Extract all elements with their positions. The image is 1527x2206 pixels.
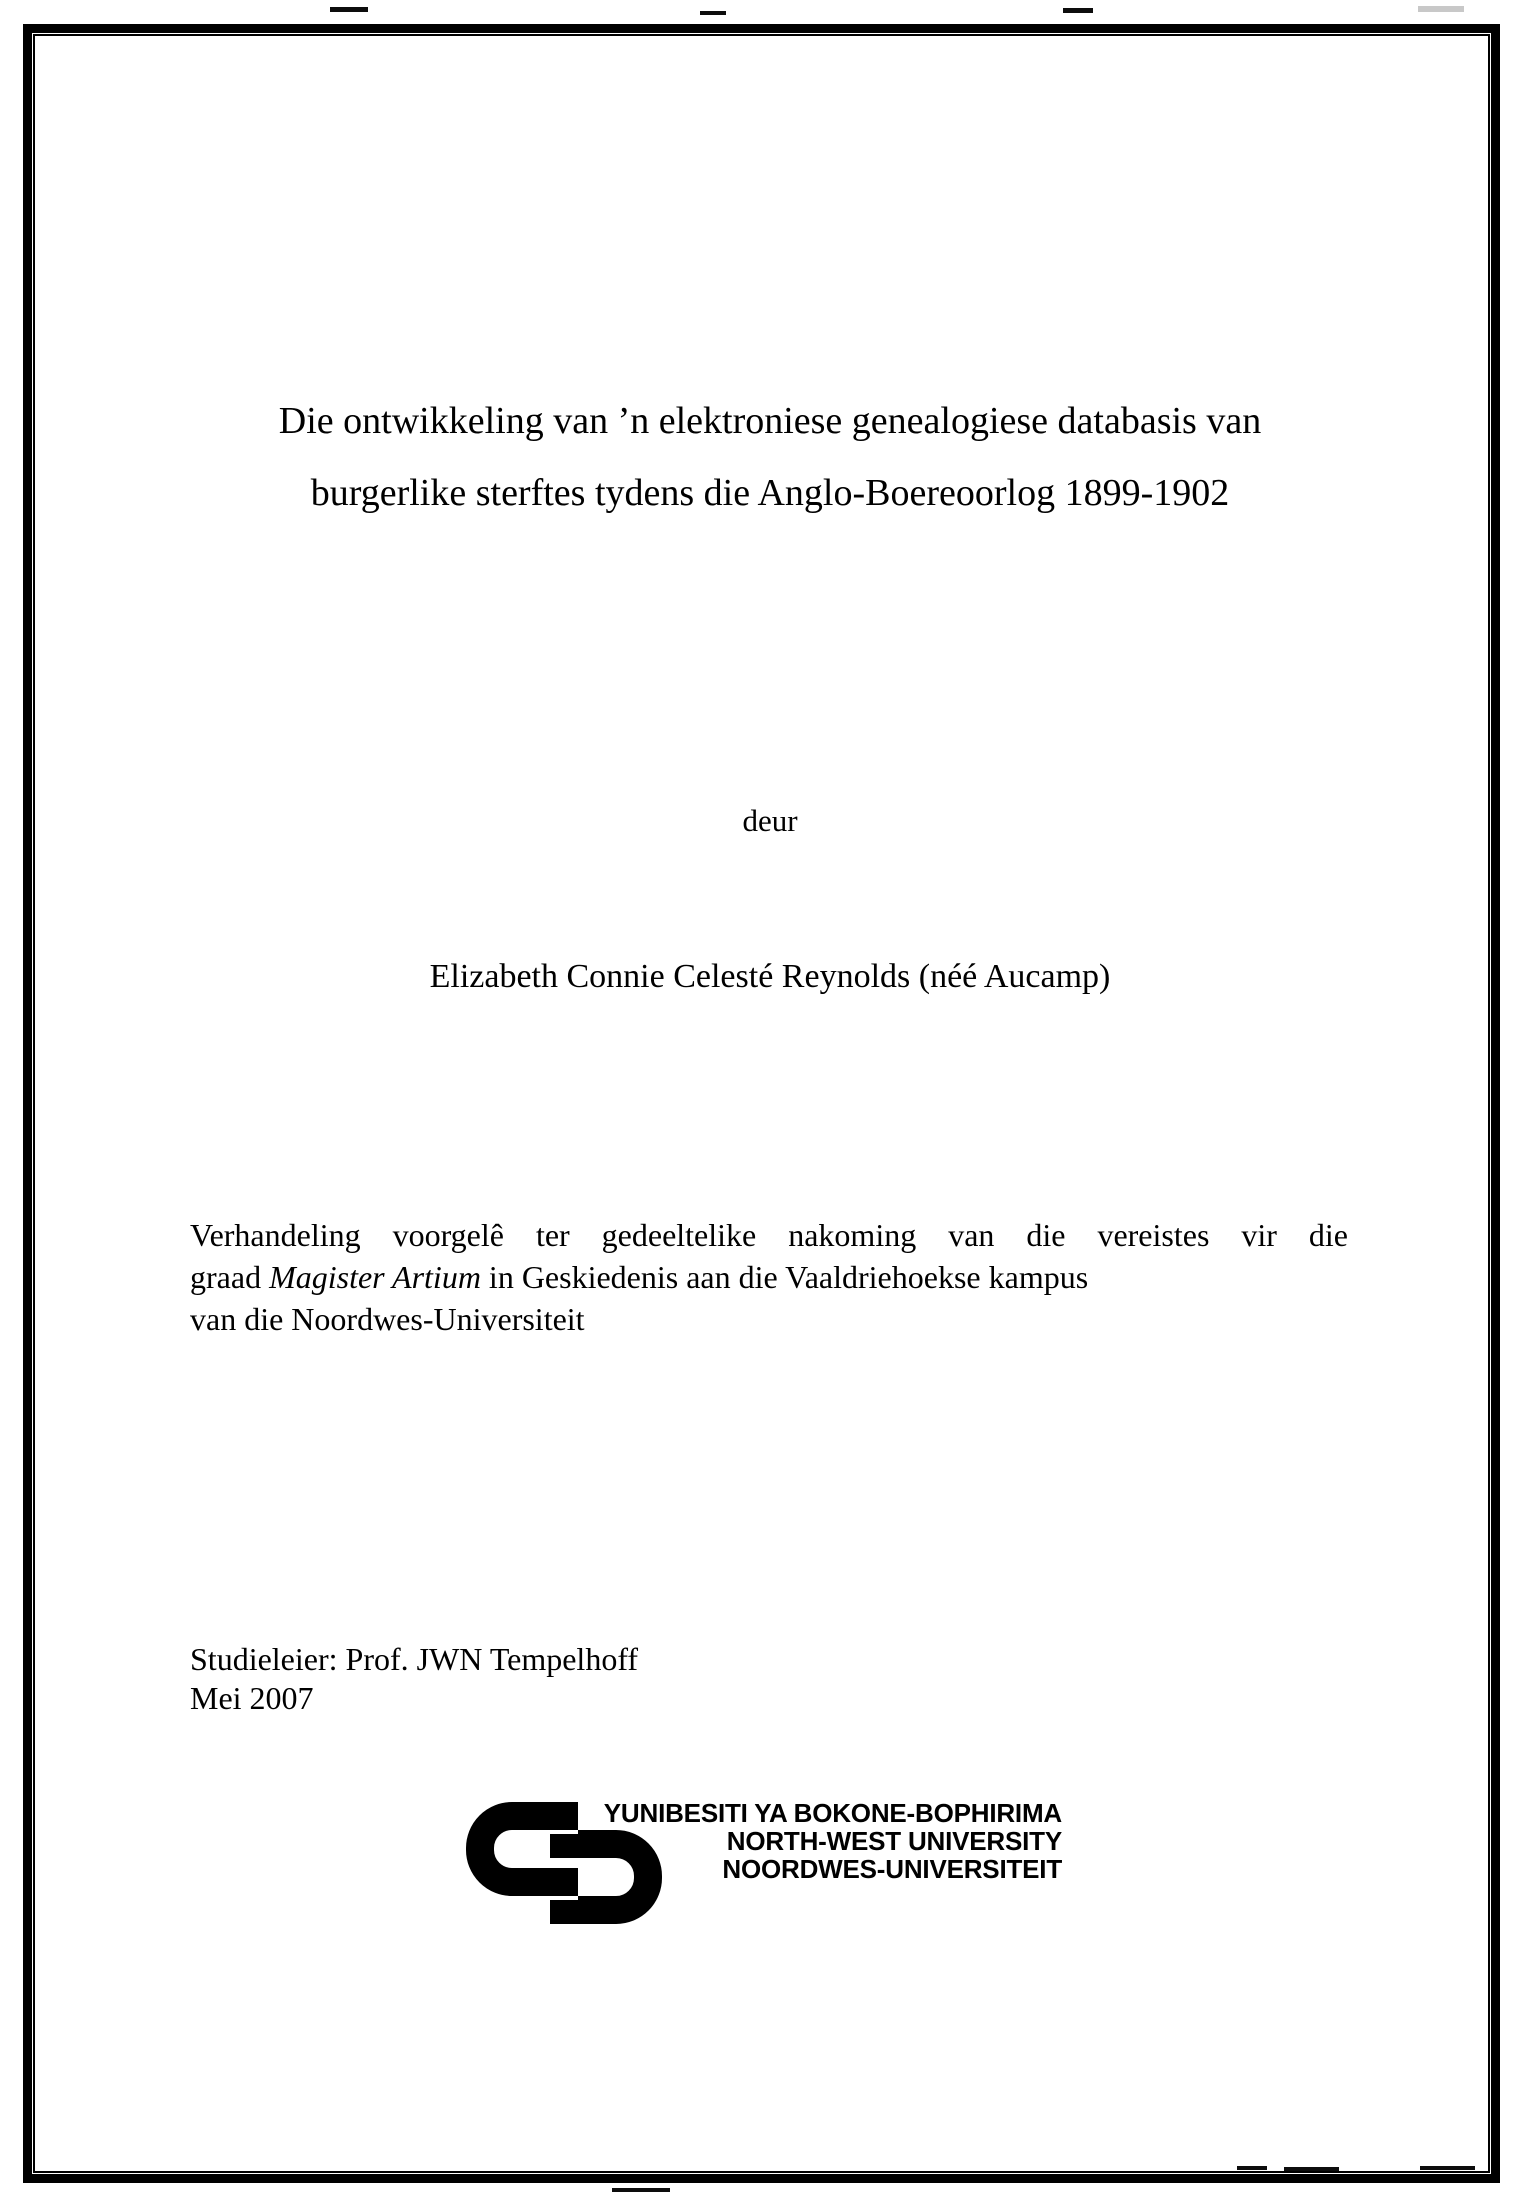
- scan-artifact: [1418, 6, 1464, 12]
- date-line: Mei 2007: [190, 1680, 314, 1716]
- scan-artifact: [612, 2188, 670, 2192]
- university-name-block: [580, 1799, 1062, 1883]
- degree-name-italic: Magister Artium: [269, 1259, 481, 1295]
- degree-statement-line3: van die Noordwes-Universiteit: [190, 1301, 585, 1337]
- university-name-setswana: YUNIBESITI YA BOKONE-BOPHIRIMA: [603, 1798, 1062, 1828]
- university-name-english: NORTH-WEST UNIVERSITY: [726, 1826, 1062, 1856]
- degree-statement: [190, 1214, 1348, 1340]
- scan-artifact: [1237, 2166, 1267, 2170]
- supervisor-block: [190, 1640, 1090, 1718]
- thesis-title: [190, 385, 1350, 529]
- byline-deur: deur: [742, 803, 798, 838]
- degree-statement-line2-post: in Geskiedenis aan die Vaaldriehoekse kampus: [480, 1259, 1089, 1295]
- thesis-title-line1: Die ontwikkeling van ’n elektroniese genealogiese databasis van: [278, 400, 1262, 442]
- supervisor-line: Studieleier: Prof. JWN Tempelhoff: [190, 1641, 639, 1677]
- author-name: Elizabeth Connie Celesté Reynolds (néé Aucamp): [429, 958, 1111, 995]
- scan-artifact: [1284, 2167, 1339, 2171]
- degree-statement-line2-pre: graad: [190, 1259, 270, 1295]
- university-name-afrikaans: NOORDWES-UNIVERSITEIT: [722, 1854, 1062, 1884]
- scan-artifact: [700, 11, 726, 15]
- scan-artifact: [1420, 2166, 1475, 2170]
- degree-statement-line1: Verhandeling voorgelê ter gedeeltelike nakoming van die vereistes vir die: [190, 1217, 1348, 1253]
- degree-statement-line2: [190, 1256, 1348, 1298]
- thesis-title-line2: burgerlike sterftes tydens die Anglo-Boereoorlog 1899-1902: [310, 472, 1230, 514]
- scan-artifact: [1063, 8, 1093, 13]
- scan-artifact: [330, 7, 368, 12]
